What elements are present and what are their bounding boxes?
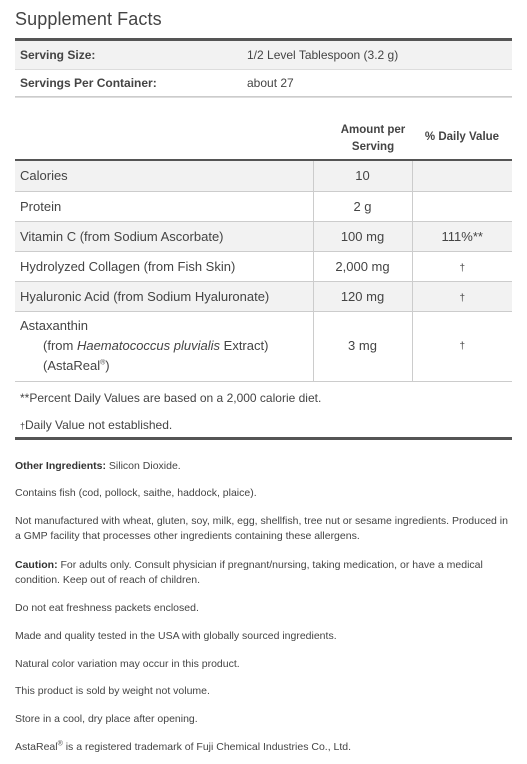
table-row <box>15 311 512 381</box>
nutrient-dv: 111%** <box>412 221 512 251</box>
serving-size-label: Serving Size: <box>15 41 242 69</box>
nutrient-name: Hyaluronic Acid (from Sodium Hyaluronate) <box>15 281 313 311</box>
table-row <box>15 191 512 221</box>
table-row <box>15 221 512 251</box>
nutrient-amount: 3 mg <box>313 311 412 381</box>
serving-size-row <box>15 41 512 69</box>
nutrient-dv: † <box>459 262 466 274</box>
nutrient-dv-cell <box>412 281 512 311</box>
nutrient-dv: † <box>459 292 466 304</box>
color-statement: Natural color variation may occur in this product. <box>15 658 240 670</box>
caution-text: For adults only. Consult physician if pregnant/nursing, taking medication, or have a medical condition. Keep out of reach of children. <box>15 559 483 586</box>
nutrient-amount: 2 g <box>313 191 412 221</box>
dagger-text: Daily Value not established. <box>25 418 173 432</box>
table-row <box>15 161 512 191</box>
nutrient-table <box>15 161 512 382</box>
contains-statement: Contains fish (cod, pollock, saithe, haddock, plaice). <box>15 487 257 499</box>
caution-statement <box>15 558 512 588</box>
amount-header-line1: Amount per <box>340 124 406 136</box>
nutrient-name: Vitamin C (from Sodium Ascorbate) <box>15 221 313 251</box>
trademark-brand: AstaReal <box>15 741 58 753</box>
freshness-statement: Do not eat freshness packets enclosed. <box>15 602 199 614</box>
nutrient-amount: 10 <box>313 161 412 191</box>
trademark-statement <box>15 740 512 755</box>
panel-title: Supplement Facts <box>15 9 162 29</box>
dagger-mark: † <box>20 421 26 431</box>
bottom-rule <box>15 437 512 440</box>
source-suffix: Extract) <box>220 338 269 353</box>
other-ingredients-value: Silicon Dioxide. <box>106 460 181 472</box>
nutrient-name: Calories <box>15 161 313 191</box>
serving-rule <box>15 96 512 97</box>
trademark-text: is a registered trademark of Fuji Chemical Industries Co., Ltd. <box>62 741 352 753</box>
servings-per-container-label: Servings Per Container: <box>15 69 242 97</box>
source-prefix: (from <box>43 338 77 353</box>
table-row <box>15 281 512 311</box>
nutrient-dv <box>412 161 512 191</box>
table-row <box>15 251 512 281</box>
serving-info-table <box>15 41 512 98</box>
nutrient-name: Hydrolyzed Collagen (from Fish Skin) <box>15 251 313 281</box>
registered-mark: ® <box>100 359 106 367</box>
storage-statement: Store in a cool, dry place after opening. <box>15 713 198 725</box>
dagger-footnote <box>20 418 172 432</box>
servings-per-container-value: about 27 <box>242 69 512 97</box>
caution-label: Caution: <box>15 559 58 571</box>
nutrient-dv <box>412 191 512 221</box>
astaxanthin-source <box>20 336 313 356</box>
source-species: Haematococcus pluvialis <box>76 338 221 353</box>
astaxanthin-name <box>15 311 313 381</box>
astaxanthin-brand <box>20 356 313 376</box>
trademark-registered-mark: ® <box>57 740 63 748</box>
astaxanthin-line1: Astaxanthin <box>20 318 88 333</box>
brand-text: (AstaReal <box>43 358 101 373</box>
nutrient-amount: 120 mg <box>313 281 412 311</box>
origin-statement: Made and quality tested in the USA with globally sourced ingredients. <box>15 630 337 642</box>
nutrient-dv: † <box>459 341 466 352</box>
servings-per-container-row <box>15 69 512 97</box>
percent-daily-footnote: **Percent Daily Values are based on a 2,000 calorie diet. <box>20 391 322 405</box>
other-ingredients-label: Other Ingredients: <box>15 460 107 472</box>
nutrient-dv-cell <box>412 251 512 281</box>
nutrient-amount: 100 mg <box>313 221 412 251</box>
serving-size-value: 1/2 Level Tablespoon (3.2 g) <box>242 41 512 69</box>
brand-close: ) <box>105 358 110 373</box>
weight-statement: This product is sold by weight not volume. <box>15 685 210 697</box>
column-header <box>15 119 512 159</box>
nutrient-amount: 2,000 mg <box>313 251 412 281</box>
allergen-statement: Not manufactured with wheat, gluten, soy, milk, egg, shellfish, tree nut or sesame ingredients. Produced in a GMP facility that processes other ingredients containing these allergens. <box>15 515 508 542</box>
nutrient-name: Protein <box>15 191 313 221</box>
nutrient-dv-cell <box>412 311 512 381</box>
amount-per-serving-header <box>325 122 421 156</box>
daily-value-header: % Daily Value <box>424 131 500 143</box>
amount-header-line2: Serving <box>351 141 395 153</box>
other-ingredients <box>15 459 512 474</box>
